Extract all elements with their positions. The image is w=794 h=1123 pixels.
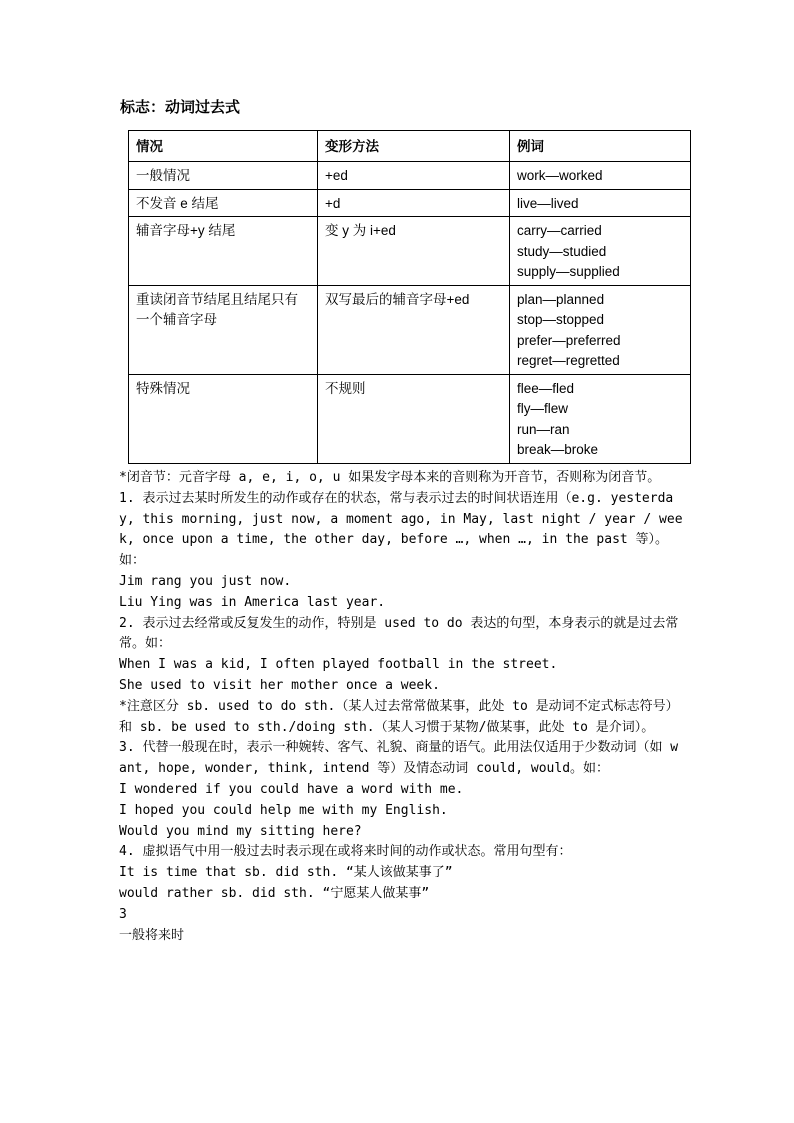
cell-method: 双写最后的辅音字母+ed	[318, 285, 510, 374]
cell-examples	[510, 217, 691, 286]
table-row	[129, 285, 691, 374]
example-sentence: I wondered if you could have a word with me.	[119, 781, 464, 797]
example-word: carry—carried	[517, 223, 602, 238]
rule-1: 1. 表示过去某时所发生的动作或存在的状态，常与表示过去的时间状语连用（e.g. yesterday, this morning, just now, a moment ago, in May, last night / year / week, once upon a time, the other day, before …, when …, in the past 等）。如：	[119, 490, 683, 569]
cell-examples	[510, 162, 691, 190]
cell-method: +ed	[318, 162, 510, 190]
example-word: prefer—preferred	[517, 332, 621, 348]
example-sentence: Would you mind my sitting here?	[119, 823, 362, 839]
table-row	[129, 217, 691, 286]
example-word: stop—stopped	[517, 312, 605, 327]
note-closed-syllable: *闭音节：元音字母 a, e, i, o, u 如果发字母本来的音则称为开音节，否则称为闭音节。	[119, 470, 661, 485]
example-word: live—lived	[517, 195, 579, 211]
example-word: supply—supplied	[517, 264, 620, 279]
example-sentence: It is time that sb. did sth. “某人该做某事了”	[119, 865, 453, 881]
example-word: plan—planned	[517, 291, 605, 307]
header-examples: 例词	[510, 131, 691, 162]
example-word: study—studied	[517, 243, 607, 259]
cell-examples	[510, 374, 691, 463]
example-sentence: Jim rang you just now.	[119, 573, 292, 589]
rule-4: 4. 虚拟语气中用一般过去时表示现在或将来时间的动作或状态。常用句型有：	[119, 844, 572, 860]
table-header-row	[129, 131, 691, 162]
note-used-to: *注意区分 sb. used to do sth.（某人过去常常做某事，此处 to 是动词不定式标志符号）和 sb. be used to sth./doing sth.（某人习惯于某物/做某事，此处 to 是介词）。	[119, 698, 679, 735]
past-tense-table	[128, 130, 691, 464]
cell-examples	[510, 189, 691, 217]
example-word: work—worked	[517, 168, 603, 183]
example-word: fly—flew	[517, 401, 569, 416]
cell-examples	[510, 285, 691, 374]
cell-situation: 特殊情况	[129, 374, 318, 463]
cell-method: +d	[318, 189, 510, 217]
example-word: regret—regretted	[517, 353, 620, 368]
section-title: 一般将来时	[119, 927, 185, 943]
example-sentence: When I was a kid, I often played football in the street.	[119, 657, 558, 673]
cell-situation: 重读闭音节结尾且结尾只有一个辅音字母	[129, 285, 318, 374]
example-word: flee—fled	[517, 380, 575, 396]
cell-method: 变 y 为 i+ed	[318, 217, 510, 286]
table-row	[129, 162, 691, 190]
section-number: 3	[119, 906, 127, 922]
table-row	[129, 374, 691, 463]
example-sentence: She used to visit her mother once a week.	[119, 677, 440, 693]
table-row	[129, 189, 691, 217]
cell-situation: 辅音字母+y 结尾	[129, 217, 318, 286]
body-text	[119, 468, 684, 946]
example-sentence: I hoped you could help me with my English.	[119, 802, 448, 818]
cell-situation: 一般情况	[129, 162, 318, 190]
example-word: break—broke	[517, 442, 599, 457]
example-word: run—ran	[517, 421, 570, 437]
example-sentence: Liu Ying was in America last year.	[119, 594, 386, 610]
cell-situation: 不发音 e 结尾	[129, 189, 318, 217]
rule-3: 3. 代替一般现在时，表示一种婉转、客气、礼貌、商量的语气。此用法仅适用于少数动词（如 want, hope, wonder, think, intend 等）及情态动词 could, would。如：	[119, 740, 679, 777]
header-method: 变形方法	[318, 131, 510, 162]
rule-2: 2. 表示过去经常或反复发生的动作，特别是 used to do 表达的句型，本身表示的就是过去常常。如：	[119, 615, 679, 652]
header-situation: 情况	[129, 131, 318, 162]
cell-method: 不规则	[318, 374, 510, 463]
example-sentence: would rather sb. did sth. “宁愿某人做某事”	[119, 885, 430, 901]
section-heading: 标志：动词过去式	[120, 98, 241, 116]
